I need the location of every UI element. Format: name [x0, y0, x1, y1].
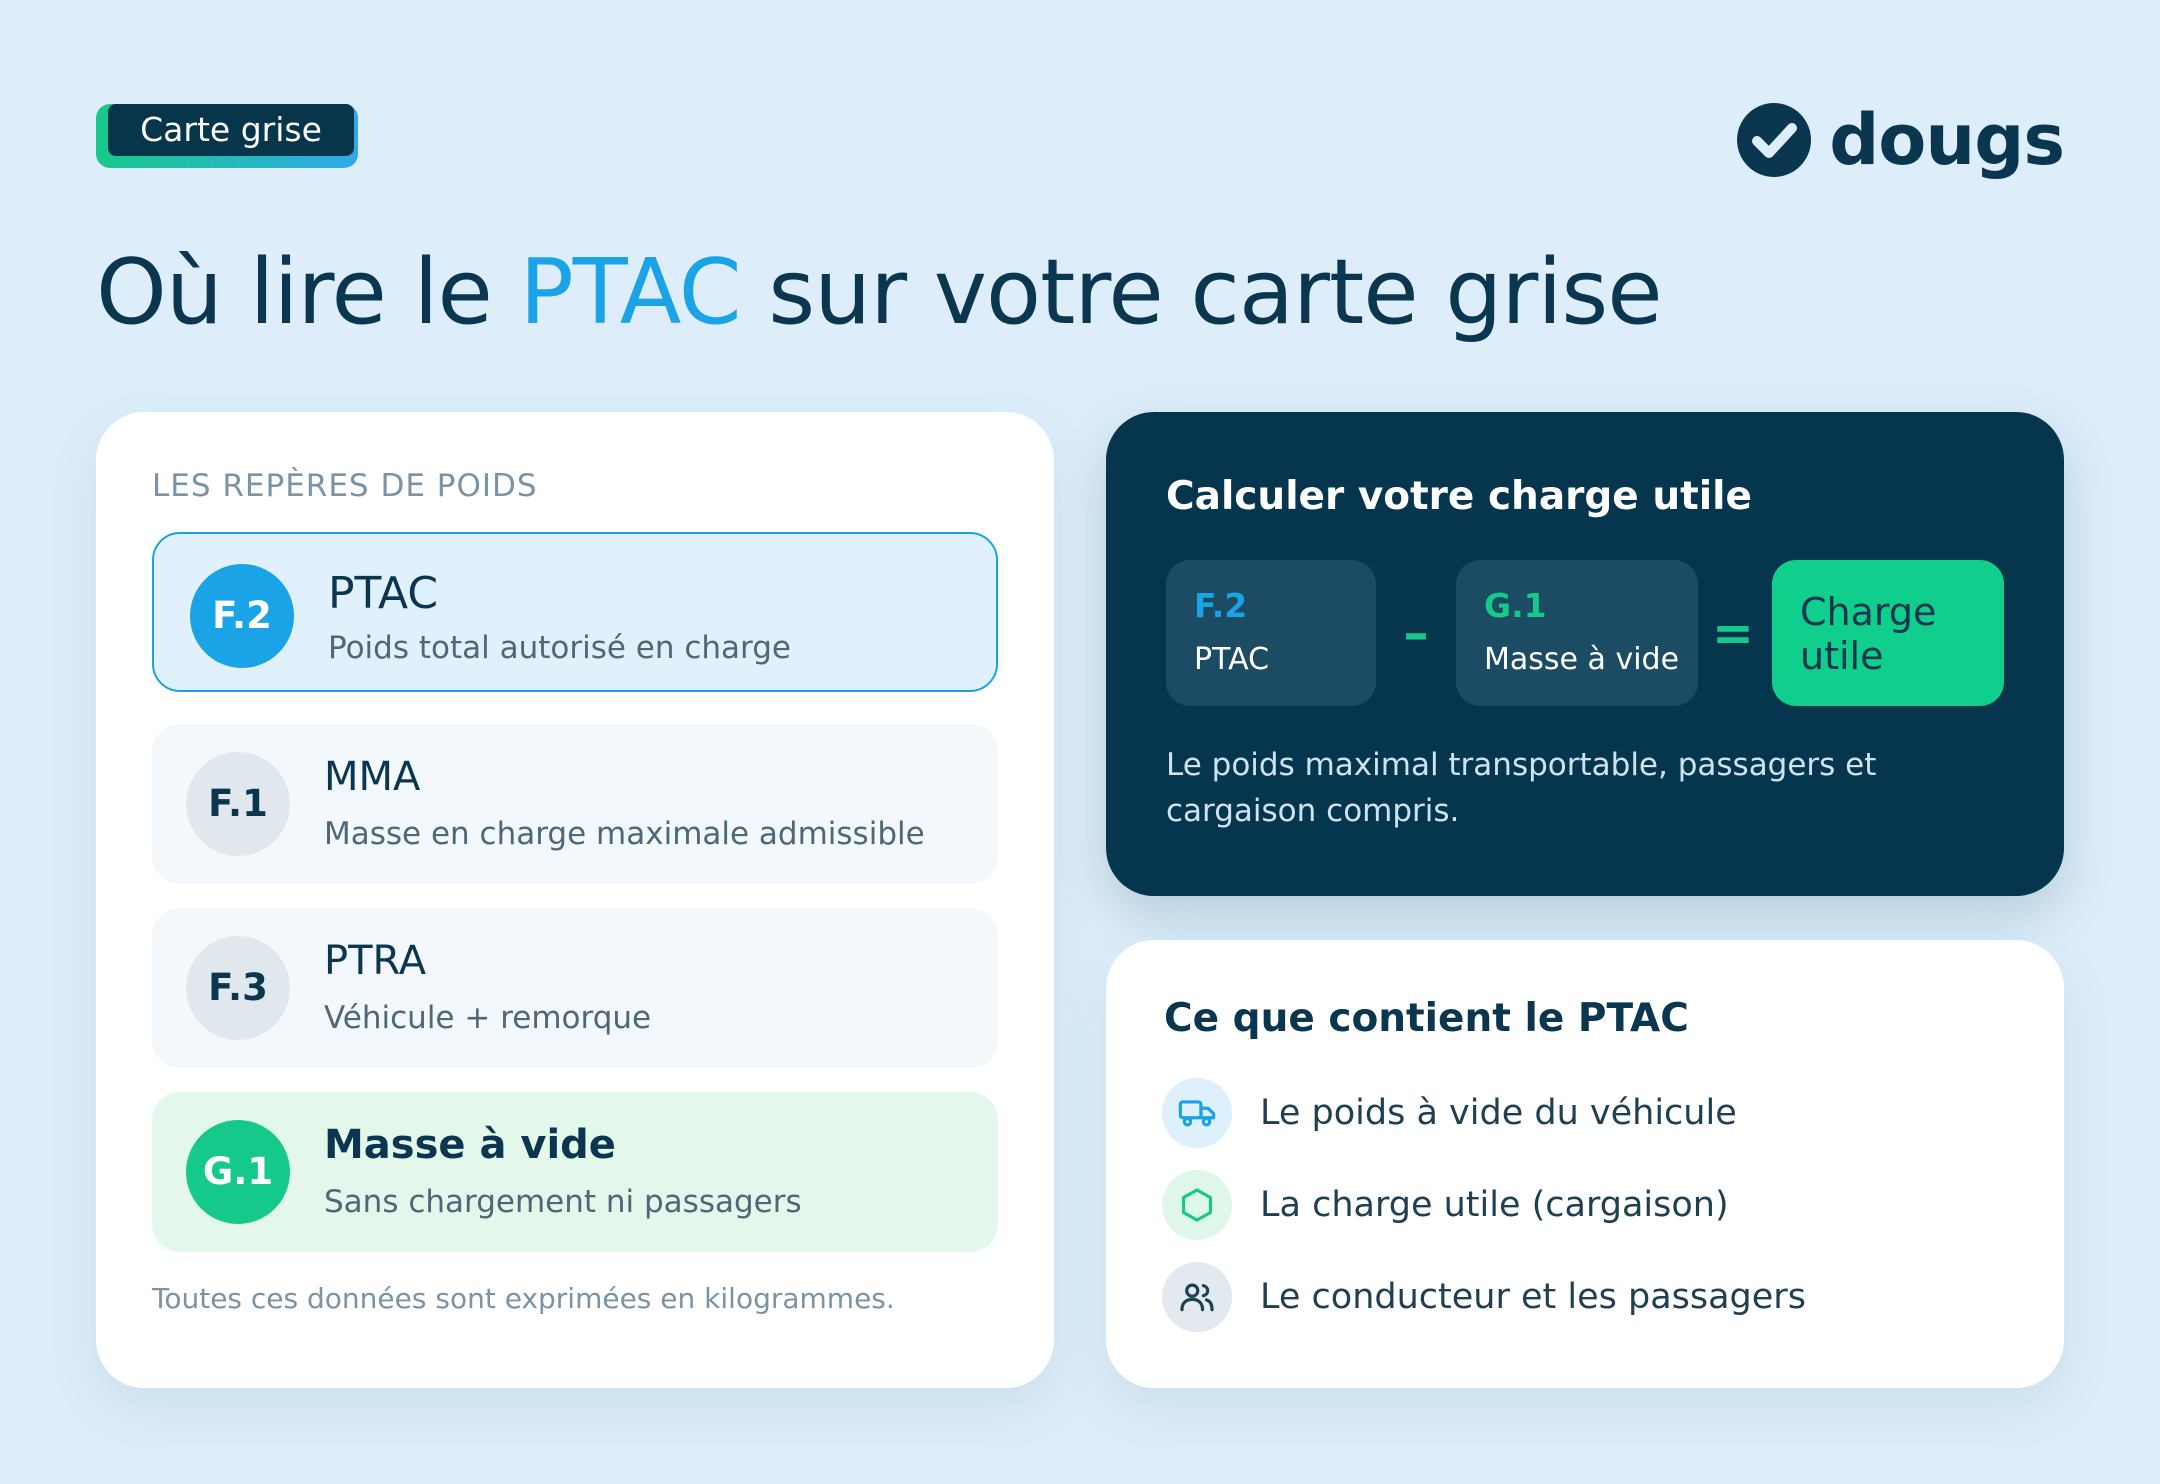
weight-row-subtitle: Masse en charge maximale admissible [324, 816, 925, 852]
users-icon [1162, 1262, 1232, 1332]
calc-term-ptac [1166, 560, 1376, 706]
weight-row-ptra [152, 908, 998, 1068]
title-suffix: sur votre carte grise [740, 240, 1662, 345]
contents-item-text: Le conducteur et les passagers [1260, 1277, 1806, 1317]
weights-footnote: Toutes ces données sont exprimées en kilogrammes. [152, 1282, 895, 1315]
calc-description: Le poids maximal transportable, passagers et cargaison compris. [1166, 747, 1877, 829]
contents-item-cargo [1162, 1170, 1729, 1240]
contents-title: Ce que contient le PTAC [1164, 996, 1689, 1041]
title-prefix: Où lire le [96, 240, 520, 345]
calc-term-code: G.1 [1484, 586, 1547, 625]
truck-icon [1162, 1078, 1232, 1148]
hexagon-icon [1162, 1170, 1232, 1240]
contents-item-text: La charge utile (cargaison) [1260, 1185, 1729, 1225]
contents-item-passengers [1162, 1262, 1806, 1332]
weight-code-badge: F.1 [186, 752, 290, 856]
weights-section-label: LES REPÈRES DE POIDS [152, 468, 538, 504]
weights-card [96, 412, 1054, 1388]
ptac-contents-card [1106, 940, 2064, 1388]
title-accent: PTAC [519, 240, 741, 345]
weight-row-title: PTRA [324, 938, 427, 984]
weight-row-ptac [152, 532, 998, 692]
calc-term-code: F.2 [1194, 586, 1248, 625]
weight-row-title: PTAC [328, 568, 439, 619]
weight-row-title: Masse à vide [324, 1122, 616, 1168]
calc-term-masse-a-vide [1456, 560, 1698, 706]
weight-row-subtitle: Sans chargement ni passagers [324, 1184, 802, 1220]
brand-name: dougs [1829, 99, 2064, 181]
category-tag [96, 96, 366, 170]
minus-operator: – [1403, 604, 1429, 662]
weight-code-badge: G.1 [186, 1120, 290, 1224]
weight-row-title: MMA [324, 754, 421, 800]
contents-item-text: Le poids à vide du véhicule [1260, 1093, 1737, 1133]
calc-result-charge-utile [1772, 560, 2004, 706]
calc-card [1106, 412, 2064, 896]
brand-logo[interactable] [1737, 100, 2064, 180]
calc-result-label: Charge utile [1800, 590, 1937, 678]
contents-item-vehicle [1162, 1078, 1737, 1148]
weight-code-badge: F.2 [190, 564, 294, 668]
calc-term-label: Masse à vide [1484, 642, 1680, 677]
weight-row-subtitle: Poids total autorisé en charge [328, 630, 792, 666]
tag-label: Carte grise [108, 104, 354, 156]
calc-term-label: PTAC [1194, 642, 1270, 677]
weight-code-badge: F.3 [186, 936, 290, 1040]
check-circle-icon [1737, 103, 1811, 177]
page-title [96, 240, 1662, 345]
calc-title: Calculer votre charge utile [1166, 474, 1752, 519]
equals-operator: = [1712, 604, 1754, 662]
weight-row-masse-a-vide [152, 1092, 998, 1252]
weight-row-subtitle: Véhicule + remorque [324, 1000, 652, 1036]
weight-row-mma [152, 724, 998, 884]
